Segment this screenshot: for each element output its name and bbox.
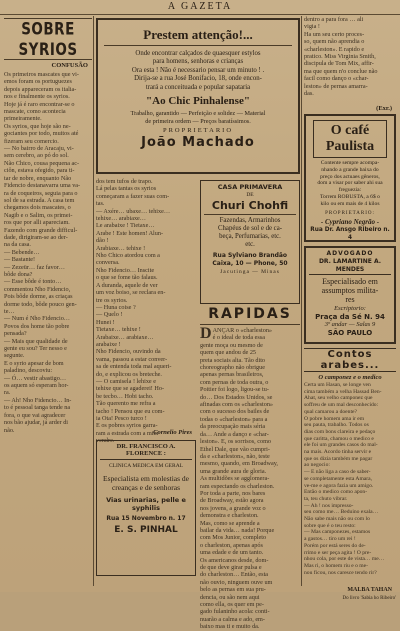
column-divider: [93, 16, 94, 586]
store-sub: DE: [246, 192, 254, 198]
story-signature: MALBA TAHAN: [347, 587, 392, 593]
ad-footer: Trabalho, garantido — Perfeição e solidez — Material de primeira ordem — Preços baratíssimos.: [130, 110, 266, 125]
lawyer-address: Praça da Sé N. 94: [315, 313, 385, 321]
article-body: Os primeiros mascates que vi- emos foram os portuguezes depois appareceram os italia- nos e finalmente os syrios. Hoje já é raro encontrar-se o mascate, como acontecia primeiramente. Os syrios, que hoje são ne- gociantes por todo, muitos até fizeram seu comercio. — No bairro de Aracaju, vi- sem cerebro, ao pó do sol. Não Chico, cousa pequena ac- ciôn, estava ofegido, para ti- tar de nobre, enquanto Não Fidencio destanavarra uma va- ra de coqueiros, seguia para o sol de sa estrada. A casa tem chegamos dois mascates, o Nagib e o Salim, os primei- ros que por alli apareciam. Fazendo com grande difficul- dade, dirigiram-se ao der- na da casa. — Bebende… — Bastante! — Zezeür… faz favor… bôde dona? — Esse bôde é tonto… commentou Nho Fidencio, Pois bôde dorme, as criaças dorme todo, bôde pouco gen- te… — Num é Nho Fidencio… Povos dos home tão pobre pensada? — Mais que qualidade de gente eu sou? Ter nesso e segunte. E o syrio apesar de bom paladino, descoviu: — Ó… vestir abastigo… os aquem só esperam hor- ra. — Ah! Nho Fidencio… In- to é pessoal tanga tende na fora, o que vai agradecer nos bão ajudar, já arder di não.: [4, 71, 81, 434]
ad-headline: Prestem attenção!...: [143, 27, 253, 42]
doctor-city: E. S. PINHAL: [114, 525, 178, 535]
article-signature: Cornelio Pires: [153, 429, 192, 436]
story-body: Certa um Hasan, se longe ven cima também a velha Hassad Ben- Ahat, seu velho camponez que soffreu de um mal desconhecido: qual camarou a doente? O pobre homem ama ir em seu pauta, trabalho. Todos os dias com bons clareira e pedaço que caritta, chamou o medico e ele foi um grandes casos do mal- na mais. Acordo tinha servir e que os dizia também me pagar ao negocio: — E não liga a caso de saber- se completamente esta Amara, ve-me e agora fazia um amigo. Então o medico como apon- ta, teu chuto vibrar. — Ah ! nos impresso- seu como me… Beduino exala… Não sabe mais não ou com lo sobre que é o teu resto: — Mas camponezes, estamos a gastos… tiro um rei ! Porém por está seres do de- rrimo e ser peça agita ! O pre- nhou cola, por este de vista… me… Mas ri, o homem riu e o me- nou ficou, nos caresce tendo rir?: [304, 382, 385, 576]
story-source: Do livro 'Sabia ho Ribeiro': [342, 596, 396, 601]
lawyer-label: ADVOGADO: [326, 250, 374, 257]
cafe-ad: [304, 114, 396, 242]
shoe-shop-ad: [96, 18, 300, 174]
store-title: CASA PRIMAVERA: [217, 183, 283, 191]
section-body: [200, 325, 300, 631]
doctor-ad: [96, 440, 196, 576]
article-title: SOBRE SYRIOS: [18, 18, 78, 60]
section-title: Contos arabes...: [304, 348, 396, 372]
doctor-extra: Vias urinarias, pelle e syphilis: [106, 496, 186, 512]
store-address: Rua Sylviano Brandão Caixa, 10 — Phone, 50: [212, 252, 288, 267]
article-continuation: dentro a para fora … ali vigia ! Ha um seu certo proces- so, quem não aprendia o «charleston». E rapido e pratico. Miss Virginia Smith, discipula de Tom Mix, affir- ma que quem n'o conclue não facil como danço o «char- leston» de pernas amarra- das.: [304, 16, 378, 98]
cafe-text: Contente sempre acompa- nhando a grande baixa do preço dos actuaes gêneros, dom a visar por saber ahi sua freguezia: Torrem ROBUSTA, a 6$ o kilo ou em mais de 4 kilos: [317, 160, 383, 207]
lawyer-text: Especialisado em assumptos milita-: [321, 277, 379, 295]
section-text: ANÇAR o «charleston» é o ideal de toda essa gente moça ou mesmo de quem que andou de 25 preta sociais alta. Tão dito choreographo não obrigue apenas pernas brasileiros, com pernas de toda outra, o Poitier foi logo, ligou-se tu- do… Dos Estados Unidos, se afinadas com os «charleston» com o sucesso dos bailes de todas o «charleston» para a da preocupação mais séria da… Ande a danço e «char- leston». E, os sorrisos, como Ethel Dale, que vão cumpri- da e «charleston», não, teste mesmo, quando, em Broadway, uma grande aura de gloria. As multidões se agglomera- ram espectando os charleston. Por toda a parte, nos bares de Broadway, estão agora nos jovens, a grande voz o demonstra e charleston. Mas, como se aprende a bailar da vida… nada! Porque com Mos Junior, completo o charleston, apenas após uma edade e de um tanto. Os americanos desde, dom- de que deve girar pulsa e do charleston… Então, esta não ouvio, ninguem ouve um belo as pernas em sua pru- dencia, ou são nem aqui como ella, os quer em pe- gado fulaninho acola: conti- nuarão a calma e ado, em- baixo mas ti e muito da.: [200, 327, 278, 631]
owner-name: João Machado: [141, 135, 255, 151]
story-heading: O camponez e o medico: [318, 374, 382, 381]
ad-text: Onde encontrar calçados de quaesquer estylos para homens, senhoras e crianças Ora esta ! Não é necessario pensar um minuto ! . Dirija-se a rua José Bonifacio, 18, onde encon- trará a conceituada e popular sapataria: [131, 50, 265, 91]
shop-name: "Ao Chic Pinhalense": [146, 95, 250, 108]
masthead: A GAZETA: [0, 0, 400, 15]
store-owner: Churi Chohfi: [211, 199, 289, 212]
owner-label: PROPRIETARIO: [162, 127, 234, 135]
rule: [204, 214, 296, 215]
store-city: Jacutinga — Minas: [220, 269, 280, 275]
article-subtitle: CONFUSÃO: [51, 62, 88, 69]
store-ad: [200, 180, 300, 304]
column-divider: [301, 16, 302, 586]
article-continuation: [96, 178, 196, 597]
drop-cap: D: [200, 325, 212, 342]
lawyer-tail: res: [345, 295, 355, 304]
doctor-name: DR. FRANCISCO A. FLORENCE :: [100, 443, 192, 460]
article-body: dos tem tufos de trapo. Lá pelas tantas os syrios começaram a fazer suas com- tas. — Axére… ubaxe… tehixe… tehixe… arabiaxe… Le arabaixe ! Tietaxe… Arabe ! Este homen! Alun- dão ! Arabiaxe… tehixe ! Nho Chico atordou com a conversa. Nho Fidencio… Inscite o que se fome tão falaus. A duranda, aquele de ver um voz boiso, se reclara en- tre os syrios. — Huna coise ? — Quelo ! Hunei ! Tietaxe… tehixe ! Arabaixe… arabiaxe… arabaixe ! Nho Fidencio, ouvindo da vama, passou a estar conver- sa de entenda toda mal aqueri- do, e explicou os breteche. — O camisela ! lehixe e tehixe que se agaderei! Ho- be tecbo… Hobi tacho. Tão querento me refra a tacho ! Pensou que eu com- ia Ota! Pesco turco ! E os pobres syrios garra- ram a estrada com a mim vendre.: [96, 178, 172, 445]
cafe-address: Rua Dr. Ansgo Ribeiro n. 4: [310, 226, 390, 241]
lawyer-city: SÃO PAULO: [327, 329, 373, 337]
section-title: RAPIDAS: [208, 306, 292, 322]
cafe-title: O café Paulista: [313, 120, 387, 158]
store-text: Fazendas, Armarinhos Chapéus de sol e de ca- beça, Perfumarias, etc. etc.: [218, 217, 282, 248]
column-left: [4, 16, 92, 586]
rule: [104, 45, 292, 46]
rule: [200, 324, 300, 325]
doctor-address: Rua 15 Novembro n. 17: [106, 515, 186, 522]
cafe-label: PROPRIETARIO:: [325, 210, 375, 216]
doctor-specialty: CLINICA MEDICA EM GERAL: [108, 463, 184, 469]
lawyer-office-label: Escriptorio:: [334, 305, 366, 312]
lawyer-floor: 3º andar — Salas 9: [324, 321, 376, 328]
right-subcolumn: [200, 178, 300, 631]
lawyer-name: DR. LAMARTINE A. MENDES: [309, 258, 391, 275]
article-tag: (Exr.): [376, 105, 392, 112]
lawyer-ad: [304, 246, 396, 344]
cafe-owner: - Cypriano Negrão -: [320, 217, 380, 226]
doctor-text: Especialista em molestias de creanças e de senhoras: [102, 474, 189, 492]
column-right: [304, 16, 396, 601]
column-middle: [96, 16, 300, 631]
